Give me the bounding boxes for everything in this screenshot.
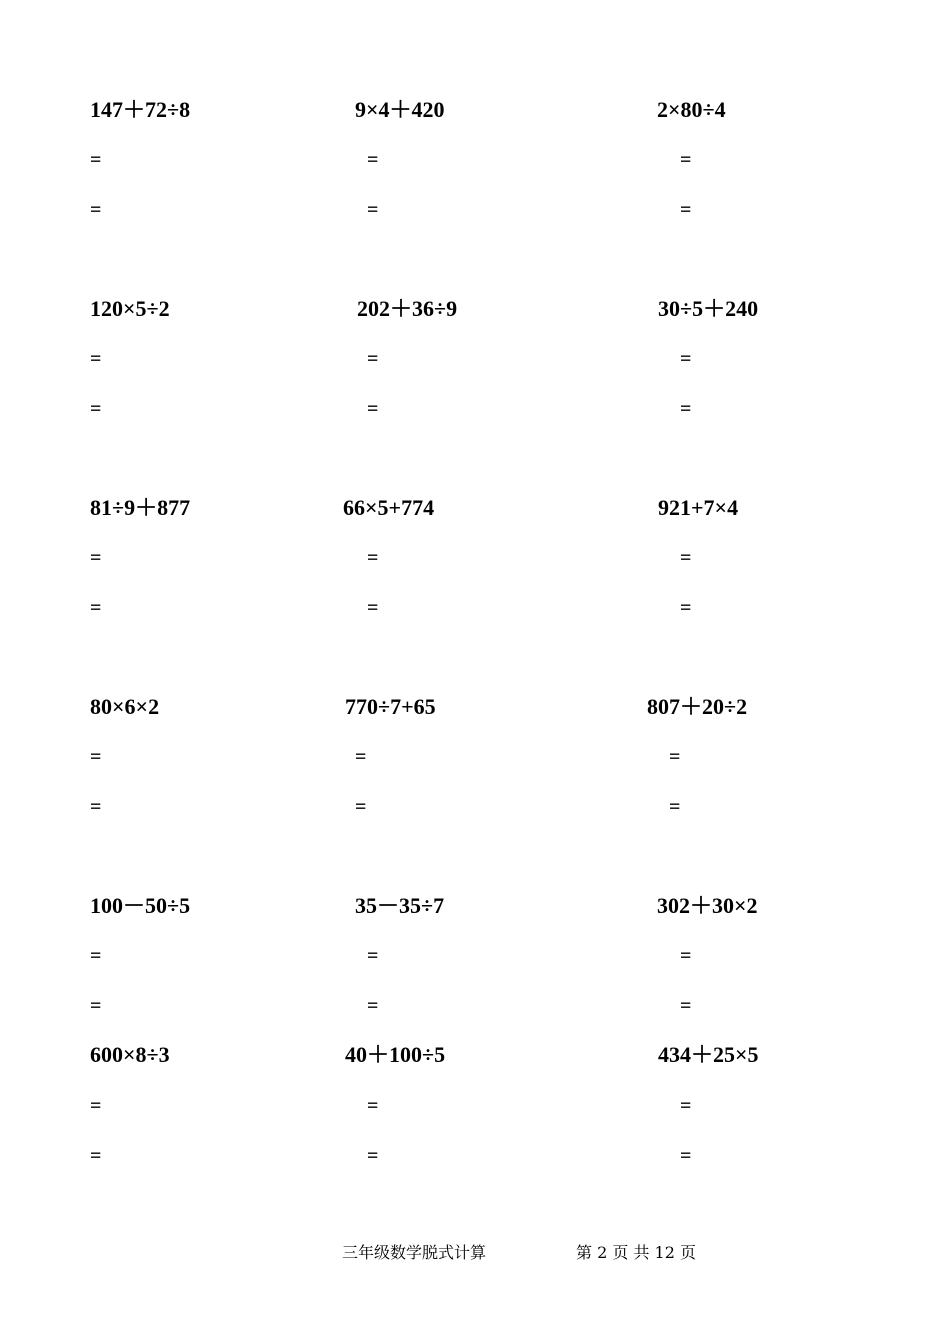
equals-line-1: =	[90, 746, 102, 768]
problem-1	[90, 97, 350, 227]
equals-line-1: =	[367, 945, 379, 967]
problem-14	[355, 893, 615, 1023]
problem-5	[357, 296, 617, 426]
problem-expression: 80×6×2	[90, 694, 160, 719]
equals-line-1: =	[367, 149, 379, 171]
equals-line-2: =	[680, 199, 692, 221]
equals-line-1: =	[90, 149, 102, 171]
problem-16	[90, 1042, 350, 1172]
footer-title: 三年级数学脱式计算	[342, 1243, 487, 1262]
equals-line-2: =	[90, 597, 102, 619]
equals-line-2: =	[90, 796, 102, 818]
equals-line-2: =	[680, 597, 692, 619]
problem-12	[647, 694, 907, 824]
problem-expression: 40＋100÷5	[345, 1042, 446, 1067]
equals-line-1: =	[367, 1095, 379, 1117]
equals-line-2: =	[680, 398, 692, 420]
equals-line-1: =	[367, 348, 379, 370]
problem-expression: 100－50÷5	[90, 893, 191, 918]
problem-expression: 434＋25×5	[658, 1042, 759, 1067]
problem-expression: 2×80÷4	[657, 97, 726, 122]
equals-line-2: =	[680, 1145, 692, 1167]
footer-page-info: 第 2 页 共 12 页	[576, 1243, 696, 1262]
problem-expression: 770÷7+65	[345, 694, 436, 719]
problem-2	[355, 97, 615, 227]
problem-expression: 9×4＋420	[355, 97, 445, 122]
problem-6	[658, 296, 918, 426]
equals-line-1: =	[680, 547, 692, 569]
equals-line-2: =	[367, 995, 379, 1017]
equals-line-2: =	[90, 398, 102, 420]
equals-line-2: =	[90, 1145, 102, 1167]
equals-line-1: =	[669, 746, 681, 768]
equals-line-2: =	[367, 597, 379, 619]
equals-line-2: =	[355, 796, 367, 818]
problem-expression: 202＋36÷9	[357, 296, 458, 321]
problem-8	[343, 495, 603, 625]
equals-line-1: =	[367, 547, 379, 569]
problem-expression: 147＋72÷8	[90, 97, 191, 122]
equals-line-2: =	[367, 398, 379, 420]
problem-expression: 120×5÷2	[90, 296, 170, 321]
problem-7	[90, 495, 350, 625]
problem-11	[345, 694, 605, 824]
equals-line-1: =	[90, 348, 102, 370]
problem-9	[658, 495, 918, 625]
problem-expression: 66×5+774	[343, 495, 435, 520]
problem-18	[658, 1042, 918, 1172]
problem-3	[657, 97, 917, 227]
equals-line-1: =	[90, 1095, 102, 1117]
problem-expression: 81÷9＋877	[90, 495, 191, 520]
problem-expression: 35－35÷7	[355, 893, 445, 918]
equals-line-1: =	[680, 348, 692, 370]
equals-line-2: =	[90, 199, 102, 221]
equals-line-2: =	[669, 796, 681, 818]
equals-line-1: =	[680, 1095, 692, 1117]
equals-line-2: =	[367, 199, 379, 221]
equals-line-1: =	[680, 149, 692, 171]
problem-17	[345, 1042, 605, 1172]
equals-line-1: =	[355, 746, 367, 768]
problem-expression: 30÷5＋240	[658, 296, 759, 321]
problem-expression: 807＋20÷2	[647, 694, 748, 719]
problem-10	[90, 694, 350, 824]
equals-line-1: =	[90, 547, 102, 569]
problem-4	[90, 296, 350, 426]
equals-line-2: =	[680, 995, 692, 1017]
equals-line-1: =	[90, 945, 102, 967]
problem-15	[657, 893, 917, 1023]
equals-line-1: =	[680, 945, 692, 967]
problem-13	[90, 893, 350, 1023]
problem-expression: 302＋30×2	[657, 893, 758, 918]
equals-line-2: =	[90, 995, 102, 1017]
problem-expression: 600×8÷3	[90, 1042, 170, 1067]
equals-line-2: =	[367, 1145, 379, 1167]
problem-expression: 921+7×4	[658, 495, 739, 520]
